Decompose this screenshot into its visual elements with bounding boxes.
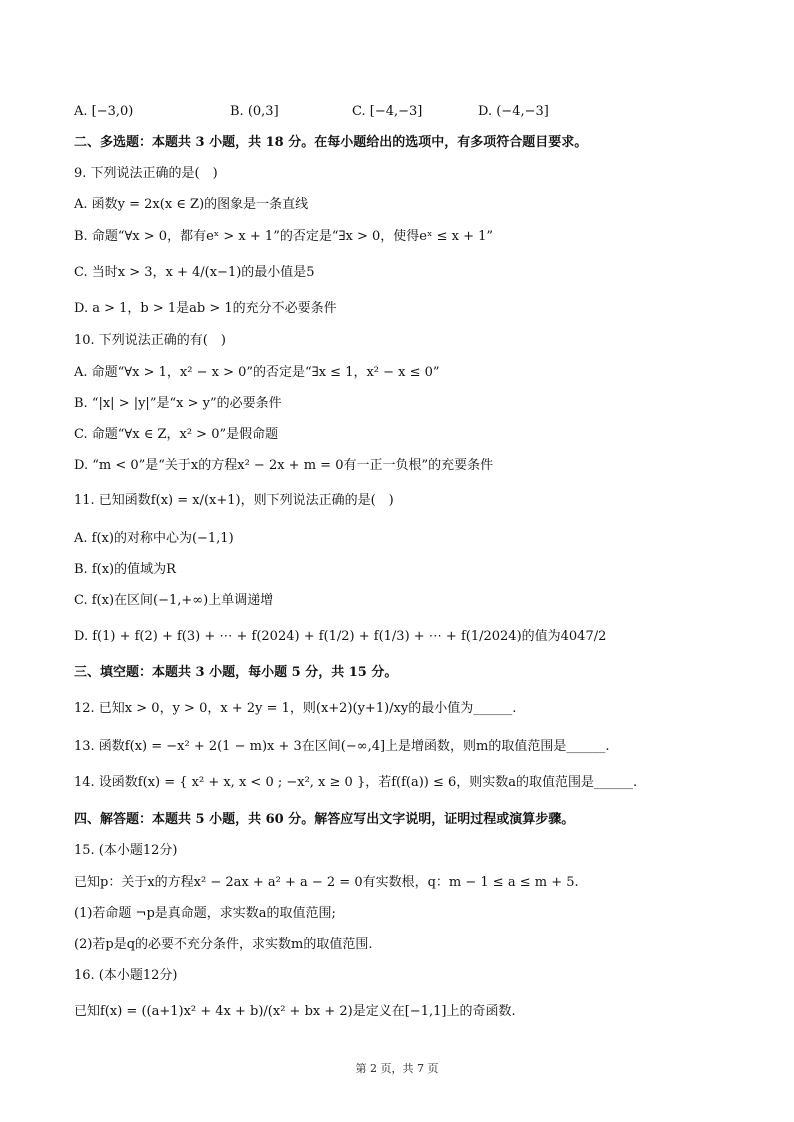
q15-part2: (2)若p是q的必要不充分条件，求实数m的取值范围. xyxy=(74,937,373,952)
q15-title: 15. (本小题12分) xyxy=(74,843,178,858)
q13: 13. 函数f(x) = −x² + 2(1 − m)x + 3在区间(−∞,4]上是增函数，则m的取值范围是______. xyxy=(74,739,610,754)
page-footer: 第 2 页，共 7 页 xyxy=(355,1062,439,1075)
q8-option-a: A. [−3,0) xyxy=(74,104,134,119)
q9-option-d: D. a > 1，b > 1是ab > 1的充分不必要条件 xyxy=(74,301,337,316)
q10-stem: 10. 下列说法正确的有( ) xyxy=(74,333,226,348)
q11-option-d: D. f(1) + f(2) + f(3) + ⋯ + f(2024) + f(1/2) + f(1/3) + ⋯ + f(1/2024)的值为4047/2 xyxy=(74,629,607,644)
q9-option-a: A. 函数y = 2x(x ∈ Z)的图象是一条直线 xyxy=(74,197,309,212)
q11-option-c: C. f(x)在区间(−1,+∞)上单调递增 xyxy=(74,593,274,608)
q10-option-c: C. 命题“∀x ∈ Z，x² > 0”是假命题 xyxy=(74,427,279,442)
q10-option-d: D. “m < 0”是“关于x的方程x² − 2x + m = 0有一正一负根”的充要条件 xyxy=(74,458,494,473)
q14: 14. 设函数f(x) = { x² + x, x < 0 ; −x², x ≥ 0 }，若f(f(a)) ≤ 6，则实数a的取值范围是______. xyxy=(74,775,638,790)
q15-body: 已知p：关于x的方程x² − 2ax + a² + a − 2 = 0有实数根，q：m − 1 ≤ a ≤ m + 5. xyxy=(74,875,579,890)
section3-heading: 三、填空题：本题共 3 小题，每小题 5 分，共 15 分。 xyxy=(74,665,398,680)
q12: 12. 已知x > 0，y > 0，x + 2y = 1，则(x+2)(y+1)/xy的最小值为______. xyxy=(74,701,517,716)
section2-heading: 二、多选题：本题共 3 小题，共 18 分。在每小题给出的选项中，有多项符合题目要求。 xyxy=(74,135,588,150)
q11-stem: 11. 已知函数f(x) = x/(x+1)，则下列说法正确的是( ) xyxy=(74,493,394,508)
q16-body: 已知f(x) = ((a+1)x² + 4x + b)/(x² + bx + 2)是定义在[−1,1]上的奇函数. xyxy=(74,1004,516,1019)
section4-heading: 四、解答题：本题共 5 小题，共 60 分。解答应写出文字说明，证明过程或演算步骤。 xyxy=(74,812,575,827)
q10-option-a: A. 命题“∀x > 1，x² − x > 0”的否定是“∃x ≤ 1，x² − x ≤ 0” xyxy=(74,365,440,380)
q16-title: 16. (本小题12分) xyxy=(74,968,178,983)
q10-option-b: B. “|x| > |y|”是“x > y”的必要条件 xyxy=(74,396,282,411)
q8-option-c: C. [−4,−3] xyxy=(352,104,423,119)
q8-option-d: D. (−4,−3] xyxy=(478,104,549,119)
q9-option-c: C. 当时x > 3，x + 4/(x−1)的最小值是5 xyxy=(74,265,315,280)
q15-part1: (1)若命题 ¬p是真命题，求实数a的取值范围; xyxy=(74,906,336,921)
q9-stem: 9. 下列说法正确的是( ) xyxy=(74,166,218,181)
q8-option-b: B. (0,3] xyxy=(230,104,279,119)
q11-option-a: A. f(x)的对称中心为(−1,1) xyxy=(74,531,234,546)
q9-option-b: B. 命题“∀x > 0，都有eˣ > x + 1”的否定是“∃x > 0，使得eˣ ≤ x + 1” xyxy=(74,229,494,244)
q11-option-b: B. f(x)的值域为R xyxy=(74,562,176,577)
